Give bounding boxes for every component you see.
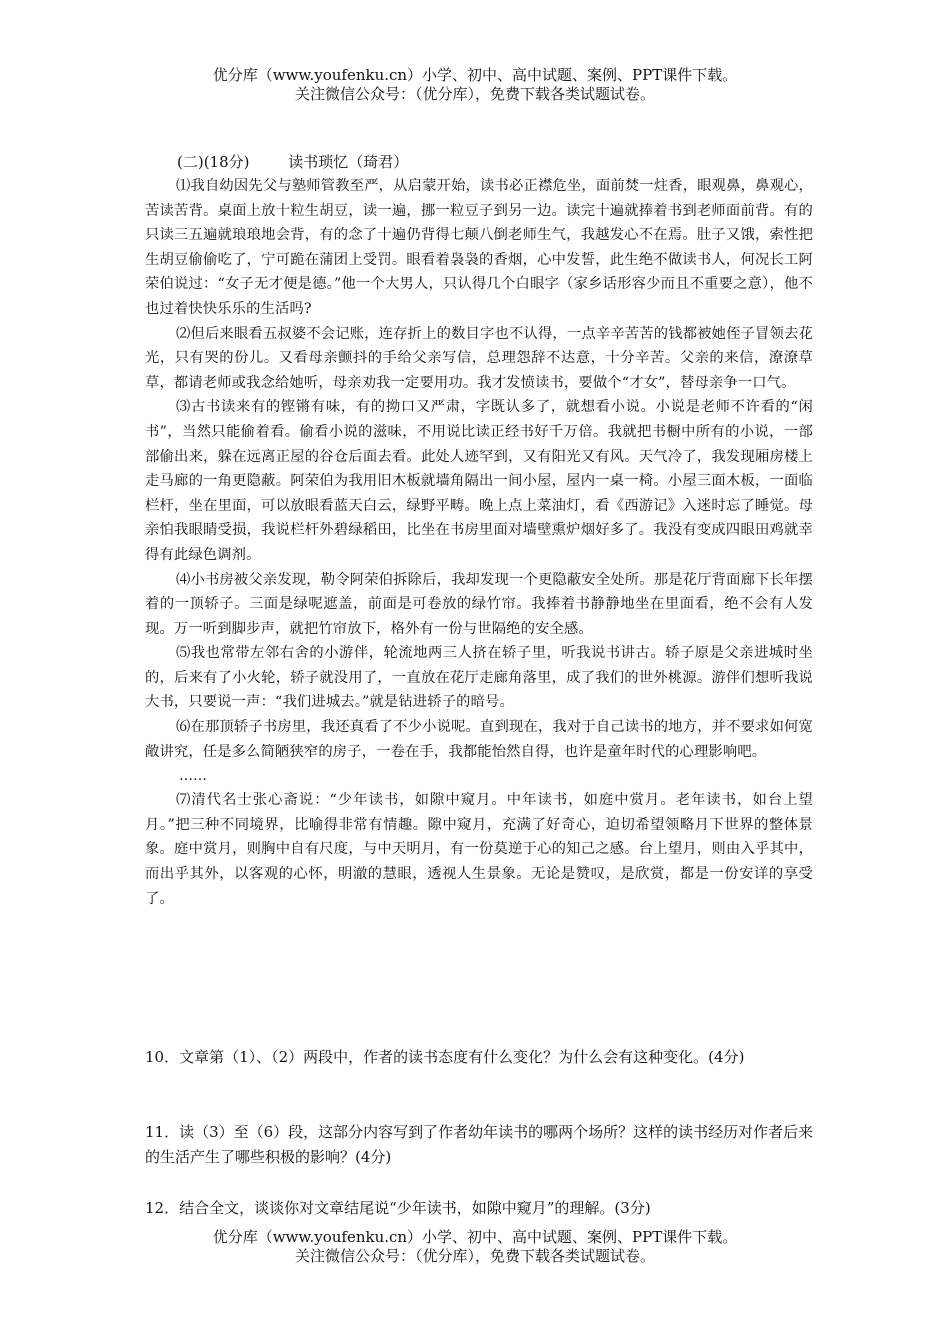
- paragraph-2: ⑵但后来眼看五叔婆不会记账，连存折上的数目字也不认得，一点辛辛苦苦的钱都被她侄子冒领去花光，只有哭的份儿。又看母亲颤抖的手给父亲写信，总理怨辞不达意，十分辛苦。父亲的来信，潦潦草草，都请老师或我念给她听，母亲劝我一定要用功。我才发愤读书，要做个“才女”，替母亲争一口气。: [145, 325, 813, 391]
- page-footer: [0, 1228, 950, 1266]
- question-10: 10．文章第（1）、（2）两段中，作者的读书态度有什么变化？为什么会有这种变化。(4分): [145, 1048, 745, 1066]
- question-12: 12．结合全文，谈谈你对文章结尾说“少年读书，如隙中窥月”的理解。(3分): [145, 1199, 651, 1217]
- paragraph-5: ⑸我也常带左邻右舍的小游伴，轮流地两三人挤在轿子里，听我说书讲古。轿子原是父亲进城时坐的，后来有了小火轮，轿子就没用了，一直放在花厅走廊角落里，成了我们的世外桃源。游伴们想听我说大书，只要说一声：“我们进城去。”就是钻进轿子的暗号。: [145, 645, 813, 711]
- question-11: 11．读（3）至（6）段，这部分内容写到了作者幼年读书的哪两个场所？这样的读书经历对作者后来的生活产生了哪些积极的影响？(4分): [145, 1123, 814, 1166]
- paragraph-3: ⑶古书读来有的铿锵有味，有的拗口又严肃，字既认多了，就想看小说。小说是老师不许看的“闲书”，当然只能偷着看。偷看小说的滋味，不用说比读正经书好千万倍。我就把书橱中所有的小说，一部部偷出来，躲在远离正屋的谷仓后面去看。此处人迹罕到，又有阳光又有风。天气冷了，我发现厢房楼上走马廊的一角更隐蔽。阿荣伯为我用旧木板就墙角隔出一间小屋，屋内一桌一椅。小屋三面木板，一面临栏杆，坐在里面，可以放眼看蓝天白云，绿野平畴。晚上点上菜油灯，看《西游记》入迷时忘了睡觉。母亲怕我眼睛受损，我说栏杆外碧绿稻田，比坐在书房里面对墙壁熏炉烟好多了。我没有变成四眼田鸡就幸得有此绿色调剂。: [145, 399, 813, 563]
- footer-line-1: 优分库（www.youfenku.cn）小学、初中、高中试题、案例、PPT课件下载。: [212, 1228, 738, 1246]
- paragraph-6: ⑹在那顶轿子书房里，我还真看了不少小说呢。直到现在，我对于自己读书的地方，并不要求如何宽敞讲究，任是多么简陋狭窄的房子，一卷在手，我都能怡然自得，也许是童年时代的心理影响吧。: [145, 719, 813, 760]
- page-header: [0, 66, 950, 104]
- omission-ellipsis: ……: [179, 768, 207, 785]
- paragraph-7: ⑺清代名士张心斋说：“少年读书，如隙中窥月。中年读书，如庭中赏月。老年读书，如台上望月。”把三种不同境界，比喻得非常有情趣。隙中窥月，充满了好奇心，迫切希望领略月下世界的整体景象。庭中赏月，则胸中自有尺度，与中天明月，有一份莫逆于心的知己之感。台上望月，则由入乎其中，而出乎其外，以客观的心怀，明澈的慧眼，透视人生景象。无论是赞叹，是欣赏，都是一份安详的享受了。: [145, 792, 813, 907]
- paragraph-1: ⑴我自幼因先父与塾师管教至严，从启蒙开始，读书必正襟危坐，面前焚一炷香，眼观鼻，鼻观心，苦读苦背。桌面上放十粒生胡豆，读一遍，挪一粒豆子到另一边。读完十遍就捧着书到老师面前背。有的只读三五遍就琅琅地会背，有的念了十遍仍背得七颠八倒老师生气，我越发心不在焉。肚子又饿，索性把生胡豆偷偷吃了，宁可跪在蒲团上受罚。眼看着袅袅的香烟，心中发誓，此生绝不做读书人，何况长工阿荣伯说过：“女子无才便是德。”他一个大男人，只认得几个白眼字（家乡话形容少而且不重要之意），他不也过着快快乐乐的生活吗?: [145, 178, 813, 317]
- header-line-1: 优分库（www.youfenku.cn）小学、初中、高中试题、案例、PPT课件下载。: [212, 66, 738, 84]
- section-score: (二)(18分): [177, 153, 250, 171]
- header-line-2: 关注微信公众号：（优分库），免费下载各类试题试卷。: [294, 85, 655, 103]
- section-heading: [145, 150, 813, 174]
- passage-title: 读书琐忆（琦君）: [288, 153, 409, 171]
- reading-passage: [145, 150, 813, 911]
- footer-line-2: 关注微信公众号：（优分库），免费下载各类试题试卷。: [294, 1247, 655, 1265]
- paragraph-4: ⑷小书房被父亲发现，勒令阿荣伯拆除后，我却发现一个更隐蔽安全处所。那是花厅背面廊下长年摆着的一顶轿子。三面是绿呢遮盖，前面是可卷放的绿竹帘。我捧着书静静地坐在里面看，绝不会有人发现。万一听到脚步声，就把竹帘放下，格外有一份与世隔绝的安全感。: [145, 571, 813, 637]
